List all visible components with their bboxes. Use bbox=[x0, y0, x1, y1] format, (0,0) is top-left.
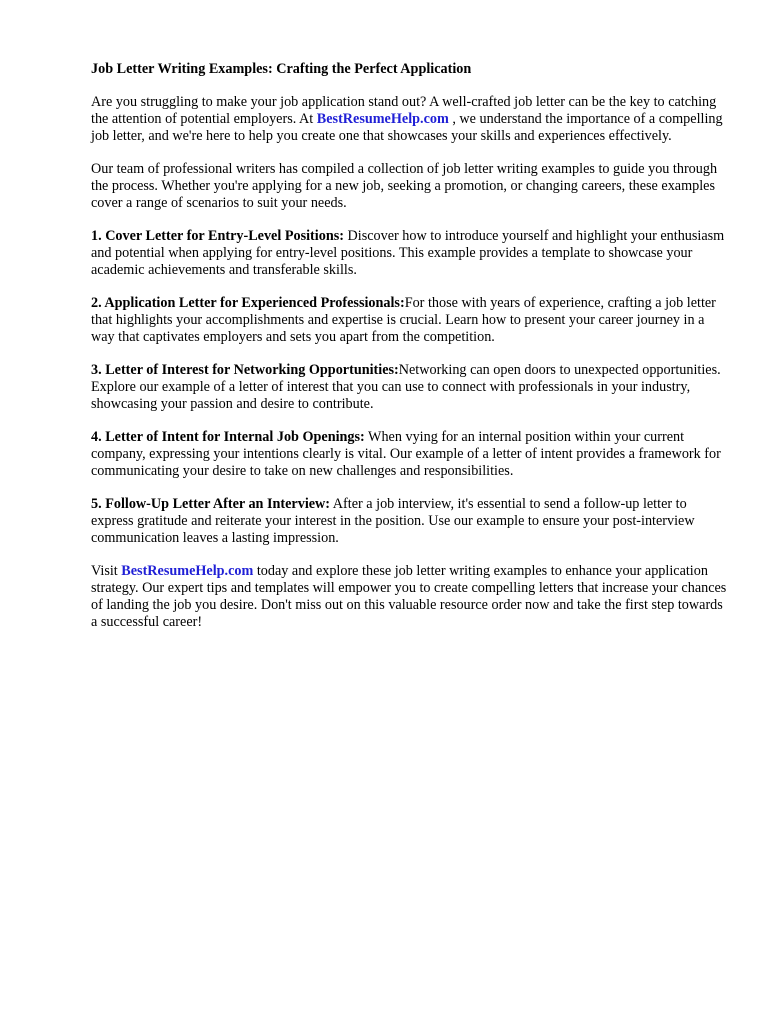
item-heading: 4. Letter of Intent for Internal Job Openings: bbox=[91, 429, 365, 445]
item-text: After a job interview, it's essential to send a follow-up letter to express gratitude and reiterate your interest in the position. Use our example to ensure your post-interview communication leaves a lasting impression. bbox=[91, 496, 695, 546]
item-cover-letter bbox=[91, 228, 728, 279]
item-text: For those with years of experience, crafting a job letter that highlights your accomplishments and expertise is crucial. Learn how to present your career journey in a way that captivates employers and sets you apart from the competition. bbox=[91, 295, 716, 345]
intro-paragraph bbox=[91, 94, 728, 145]
intro-text-after-link: , we understand the importance of a compelling job letter, and we're here to help you create one that showcases your skills and experiences effectively. bbox=[91, 111, 723, 144]
closing-text-before-link: Visit bbox=[91, 563, 122, 579]
team-paragraph: Our team of professional writers has compiled a collection of job letter writing examples to guide you through the process. Whether you're applying for a new job, seeking a promotion, or changing careers, these examples cover a range of scenarios to suit your needs. bbox=[91, 161, 718, 211]
item-text: Networking can open doors to unexpected opportunities. Explore our example of a letter of interest that you can use to connect with professionals in your industry, showcasing your passion and desire to contribute. bbox=[91, 362, 721, 412]
intro-text-before-link: Are you struggling to make your job application stand out? A well-crafted job letter can be the key to catching the attention of potential employers. At bbox=[91, 94, 717, 127]
intro-bestresumehelp-link[interactable]: BestResumeHelp.com bbox=[316, 111, 449, 127]
item-letter-of-interest bbox=[91, 362, 728, 413]
closing-text-after-link: today and explore these job letter writing examples to enhance your application strategy. Our expert tips and templates will empower you to create compelling letters that increase your chances of landing the job you desire. Don't miss out on this valuable resource order now and take the first step towards a successful career! bbox=[91, 563, 727, 630]
item-heading: 1. Cover Letter for Entry-Level Positions: bbox=[91, 228, 344, 244]
item-heading: 5. Follow-Up Letter After an Interview: bbox=[91, 496, 331, 512]
item-heading: 3. Letter of Interest for Networking Opportunities: bbox=[91, 362, 399, 378]
item-heading: 2. Application Letter for Experienced Professionals: bbox=[91, 295, 405, 311]
item-text: Discover how to introduce yourself and highlight your enthusiasm and potential when applying for entry-level positions. This example provides a template to showcase your academic achievements and transferable skills. bbox=[91, 228, 725, 278]
closing-paragraph bbox=[91, 563, 728, 631]
document-title: Job Letter Writing Examples: Crafting the Perfect Application bbox=[91, 61, 472, 77]
item-letter-of-intent bbox=[91, 429, 728, 480]
item-text: When vying for an internal position within your current company, expressing your intentions clearly is vital. Our example of a letter of intent provides a framework for communicating your desire to take on new challenges and responsibilities. bbox=[91, 429, 721, 479]
item-application-letter bbox=[91, 295, 728, 346]
closing-bestresumehelp-link[interactable]: BestResumeHelp.com bbox=[121, 563, 254, 579]
item-follow-up-letter bbox=[91, 496, 728, 547]
